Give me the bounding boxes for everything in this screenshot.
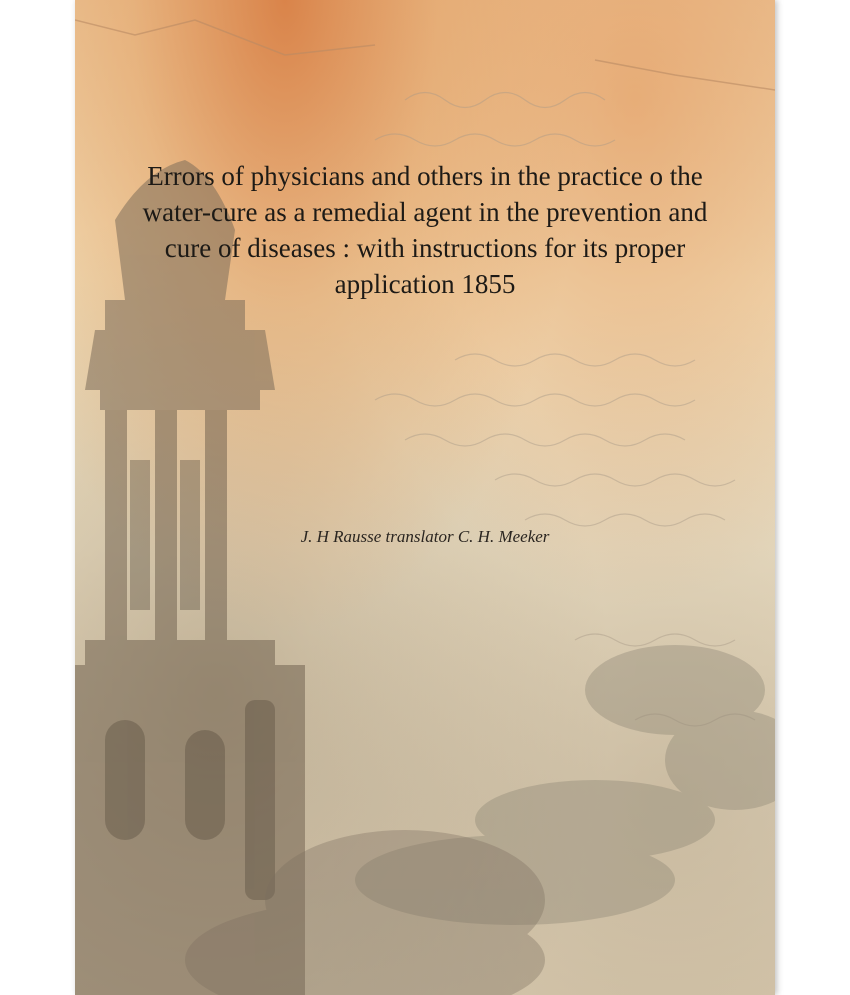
book-cover [75, 0, 775, 995]
cover-illustration [75, 0, 775, 995]
book-title: Errors of physicians and others in the practice o the water-cure as a remedial agent in the prevention and cure of diseases : with instructions for its proper application 1855 [142, 161, 708, 299]
book-author: J. H Rausse translator C. H. Meeker [300, 527, 550, 546]
